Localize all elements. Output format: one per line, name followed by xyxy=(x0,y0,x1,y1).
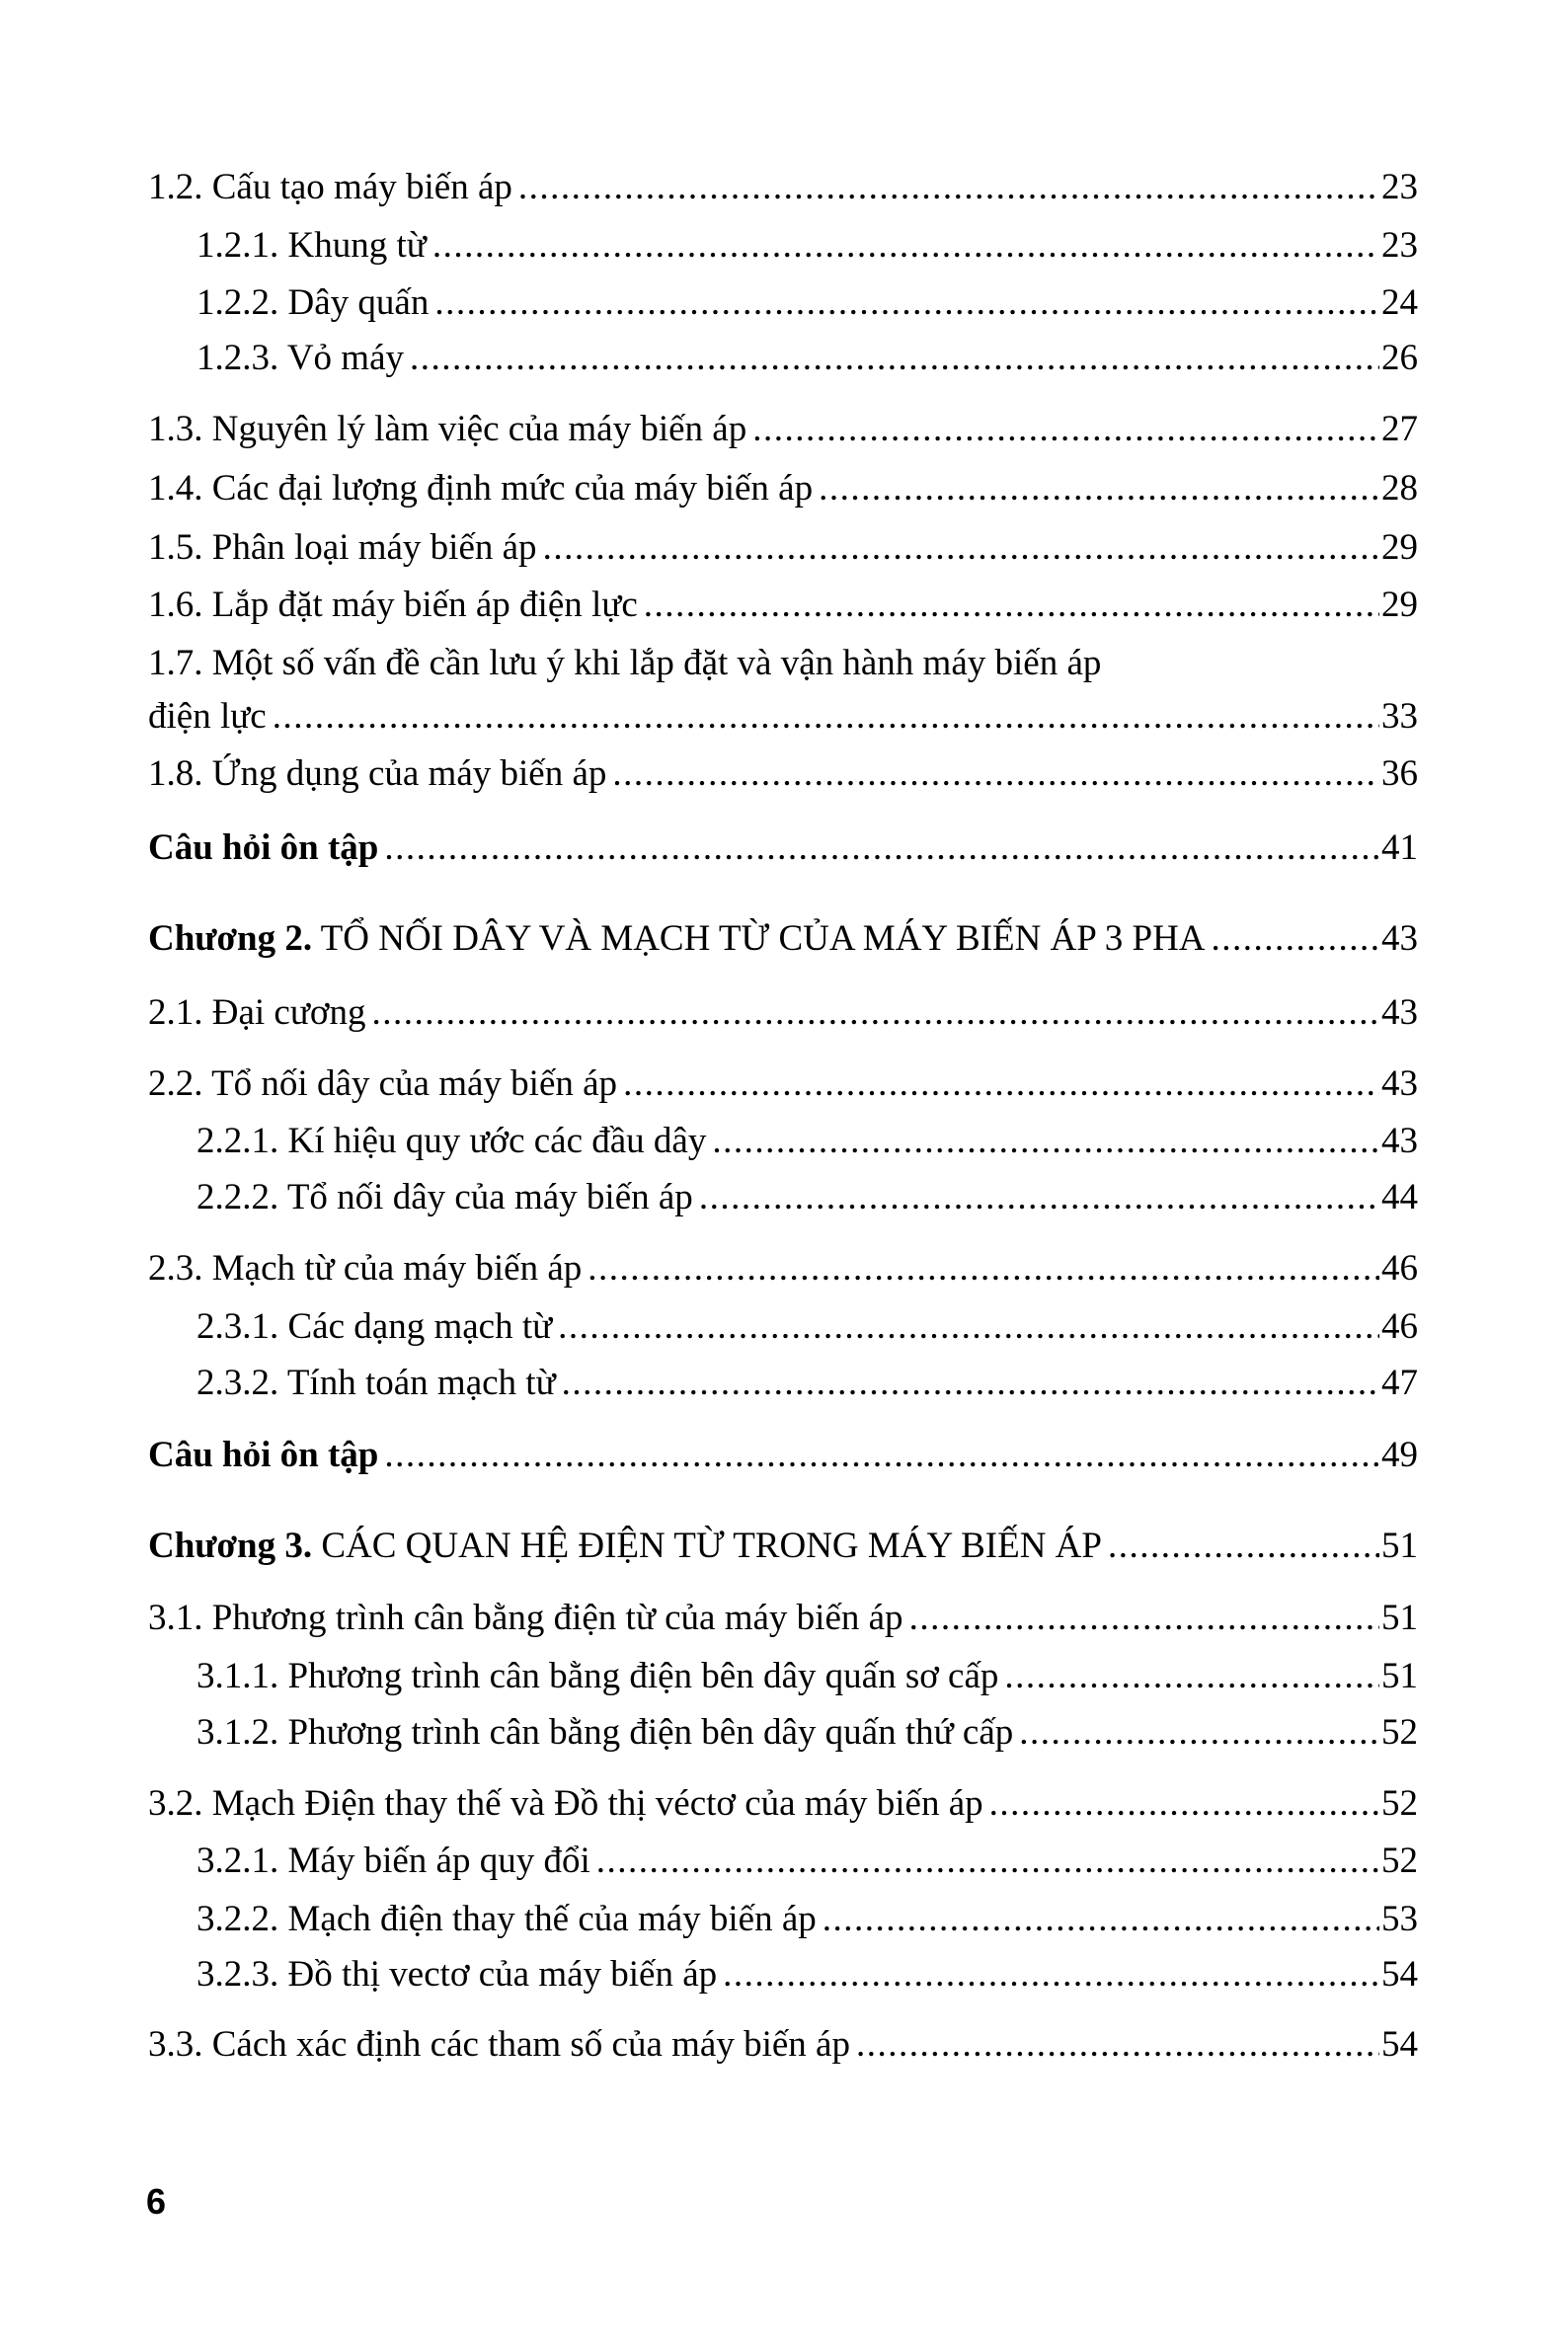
toc-entry-1-2[interactable] xyxy=(148,164,1418,211)
dot-leader xyxy=(558,1303,1379,1351)
dot-leader xyxy=(1108,1523,1379,1570)
toc-entry-1-3[interactable] xyxy=(148,406,1418,453)
toc-entry-3-1-1[interactable] xyxy=(196,1653,1418,1700)
toc-entry-page: 51 xyxy=(1381,1598,1418,1638)
toc-entry-review-questions-2[interactable] xyxy=(148,1432,1418,1479)
dot-leader xyxy=(819,465,1379,512)
toc-entry-page: 36 xyxy=(1381,753,1418,794)
toc-entry-page: 47 xyxy=(1381,1363,1418,1403)
toc-entry-title: 1.2.1. Khung từ xyxy=(196,225,427,266)
toc-entry-title: 1.8. Ứng dụng của máy biến áp xyxy=(148,753,607,794)
dot-leader xyxy=(612,750,1379,798)
chapter-name: CÁC QUAN HỆ ĐIỆN TỪ TRONG MÁY BIẾN ÁP xyxy=(321,1526,1102,1566)
toc-entry-title: 1.3. Nguyên lý làm việc của máy biến áp xyxy=(148,409,747,449)
dot-leader xyxy=(384,1432,1379,1479)
toc-entry-3-2[interactable] xyxy=(148,1780,1418,1828)
toc-chapter-3[interactable] xyxy=(148,1523,1418,1570)
toc-entry-title: 2.2. Tổ nối dây của máy biến áp xyxy=(148,1063,618,1104)
dot-leader xyxy=(723,1951,1379,1999)
dot-leader xyxy=(699,1174,1379,1221)
toc-entry-title: 1.2. Cấu tạo máy biến áp xyxy=(148,167,512,207)
toc-entry-title: 2.1. Đại cương xyxy=(148,992,366,1033)
toc-entry-2-3-1[interactable] xyxy=(196,1303,1418,1351)
toc-entry-2-2-1[interactable] xyxy=(196,1118,1418,1165)
toc-entry-page: 41 xyxy=(1381,827,1418,868)
toc-entry-1-8[interactable] xyxy=(148,750,1418,798)
dot-leader xyxy=(596,1838,1379,1885)
dot-leader xyxy=(434,279,1379,327)
toc-entry-page: 46 xyxy=(1381,1248,1418,1289)
toc-chapter-2[interactable] xyxy=(148,915,1418,963)
toc-entry-page: 51 xyxy=(1381,1526,1418,1566)
toc-entry-page: 52 xyxy=(1381,1841,1418,1881)
dot-leader xyxy=(856,2021,1379,2069)
toc-entry-2-1[interactable] xyxy=(148,989,1418,1037)
toc-entry-3-1-2[interactable] xyxy=(196,1709,1418,1757)
toc-entry-title: 1.6. Lắp đặt máy biến áp điện lực xyxy=(148,585,638,625)
toc-entry-page: 52 xyxy=(1381,1712,1418,1753)
toc-entry-page: 26 xyxy=(1381,338,1418,378)
toc-entry-page: 54 xyxy=(1381,2024,1418,2065)
chapter-name: TỔ NỐI DÂY VÀ MẠCH TỪ CỦA MÁY BIẾN ÁP 3 PHA xyxy=(320,918,1206,959)
toc-entry-title: 3.2.1. Máy biến áp quy đổi xyxy=(196,1841,590,1881)
toc-entry-title: 1.5. Phân loại máy biến áp xyxy=(148,527,537,568)
dot-leader xyxy=(273,693,1379,741)
toc-entry-1-7-continued[interactable] xyxy=(148,693,1418,741)
toc-entry-3-3[interactable] xyxy=(148,2021,1418,2069)
toc-entry-1-6[interactable] xyxy=(148,582,1418,629)
toc-entry-title: Câu hỏi ôn tập xyxy=(148,1435,379,1475)
toc-entry-3-2-3[interactable] xyxy=(196,1951,1418,1999)
toc-entry-title: 3.3. Cách xác định các tham số của máy biến áp xyxy=(148,2024,850,2065)
toc-entry-page: 49 xyxy=(1381,1435,1418,1475)
toc-entry-title: 3.1.1. Phương trình cân bằng điện bên dây quấn sơ cấp xyxy=(196,1656,999,1696)
toc-entry-page: 53 xyxy=(1381,1899,1418,1939)
dot-leader xyxy=(823,1896,1379,1943)
toc-entry-2-3-2[interactable] xyxy=(196,1360,1418,1407)
dot-leader xyxy=(410,335,1379,382)
dot-leader xyxy=(371,989,1379,1037)
toc-entry-3-1[interactable] xyxy=(148,1595,1418,1642)
toc-entry-title: 3.2.3. Đồ thị vectơ của máy biến áp xyxy=(196,1954,718,1995)
toc-entry-page: 29 xyxy=(1381,585,1418,625)
dot-leader xyxy=(1004,1653,1379,1700)
dot-leader xyxy=(752,406,1379,453)
toc-entry-title: 1.7. Một số vấn đề cần lưu ý khi lắp đặt và vận hành máy biến áp xyxy=(148,643,1102,683)
dot-leader xyxy=(543,524,1379,572)
page-number: 6 xyxy=(146,2181,167,2222)
toc-entry-1-2-2[interactable] xyxy=(196,279,1418,327)
toc-entry-1-4[interactable] xyxy=(148,465,1418,512)
toc-entry-3-2-2[interactable] xyxy=(196,1896,1418,1943)
toc-entry-page: 52 xyxy=(1381,1783,1418,1824)
toc-entry-page: 29 xyxy=(1381,527,1418,568)
toc-entry-title: 3.2.2. Mạch điện thay thế của máy biến áp xyxy=(196,1899,817,1939)
toc-entry-page: 27 xyxy=(1381,409,1418,449)
dot-leader xyxy=(562,1360,1379,1407)
toc-entry-3-2-1[interactable] xyxy=(196,1838,1418,1885)
toc-entry-title: 2.3.1. Các dạng mạch từ xyxy=(196,1306,553,1347)
dot-leader xyxy=(432,222,1379,270)
toc-entry-title: 1.2.3. Vỏ máy xyxy=(196,338,405,378)
toc-chapter-title xyxy=(148,915,1206,963)
toc-entry-page: 43 xyxy=(1381,918,1418,959)
toc-entry-title: 1.4. Các đại lượng định mức của máy biến áp xyxy=(148,468,814,509)
toc-entry-page: 51 xyxy=(1381,1656,1418,1696)
dot-leader xyxy=(518,164,1379,211)
toc-entry-title: 2.2.2. Tổ nối dây của máy biến áp xyxy=(196,1177,693,1217)
toc-entry-review-questions-1[interactable] xyxy=(148,824,1418,872)
toc-entry-1-2-3[interactable] xyxy=(196,335,1418,382)
toc-entry-title-continued: điện lực xyxy=(148,696,267,737)
dot-leader xyxy=(588,1245,1379,1293)
toc-entry-title: Câu hỏi ôn tập xyxy=(148,827,379,868)
toc-entry-page: 43 xyxy=(1381,992,1418,1033)
dot-leader xyxy=(1212,915,1379,963)
toc-entry-1-5[interactable] xyxy=(148,524,1418,572)
toc-entry-2-2-2[interactable] xyxy=(196,1174,1418,1221)
chapter-label: Chương 2. xyxy=(148,918,313,959)
toc-entry-title: 2.3. Mạch từ của máy biến áp xyxy=(148,1248,583,1289)
toc-entry-page: 43 xyxy=(1381,1121,1418,1161)
dot-leader xyxy=(909,1595,1379,1642)
dot-leader xyxy=(1019,1709,1379,1757)
dot-leader xyxy=(644,582,1379,629)
toc-entry-1-2-1[interactable] xyxy=(196,222,1418,270)
toc-entry-page: 24 xyxy=(1381,282,1418,323)
dot-leader xyxy=(623,1060,1379,1108)
toc-entry-2-2[interactable] xyxy=(148,1060,1418,1108)
dot-leader xyxy=(712,1118,1379,1165)
toc-entry-title: 2.2.1. Kí hiệu quy ước các đầu dây xyxy=(196,1121,707,1161)
dot-leader xyxy=(989,1780,1379,1828)
toc-entry-page: 54 xyxy=(1381,1954,1418,1995)
toc-entry-title: 1.2.2. Dây quấn xyxy=(196,282,430,323)
toc-entry-page: 28 xyxy=(1381,468,1418,509)
toc-entry-title: 3.1.2. Phương trình cân bằng điện bên dây quấn thứ cấp xyxy=(196,1712,1014,1753)
toc-entry-page: 23 xyxy=(1381,225,1418,266)
toc-entry-title: 2.3.2. Tính toán mạch từ xyxy=(196,1363,556,1403)
toc-entry-title: 3.1. Phương trình cân bằng điện từ của máy biến áp xyxy=(148,1598,903,1638)
toc-entry-page: 44 xyxy=(1381,1177,1418,1217)
toc-chapter-title xyxy=(148,1523,1102,1570)
toc-entry-page: 33 xyxy=(1381,696,1418,737)
toc-entry-title: 3.2. Mạch Điện thay thế và Đồ thị véctơ của máy biến áp xyxy=(148,1783,983,1824)
dot-leader xyxy=(384,824,1379,872)
toc-entry-page: 43 xyxy=(1381,1063,1418,1104)
toc-entry-page: 23 xyxy=(1381,167,1418,207)
chapter-label: Chương 3. xyxy=(148,1526,313,1566)
toc-entry-1-7[interactable] xyxy=(148,640,1418,687)
toc-entry-2-3[interactable] xyxy=(148,1245,1418,1293)
toc-entry-page: 46 xyxy=(1381,1306,1418,1347)
